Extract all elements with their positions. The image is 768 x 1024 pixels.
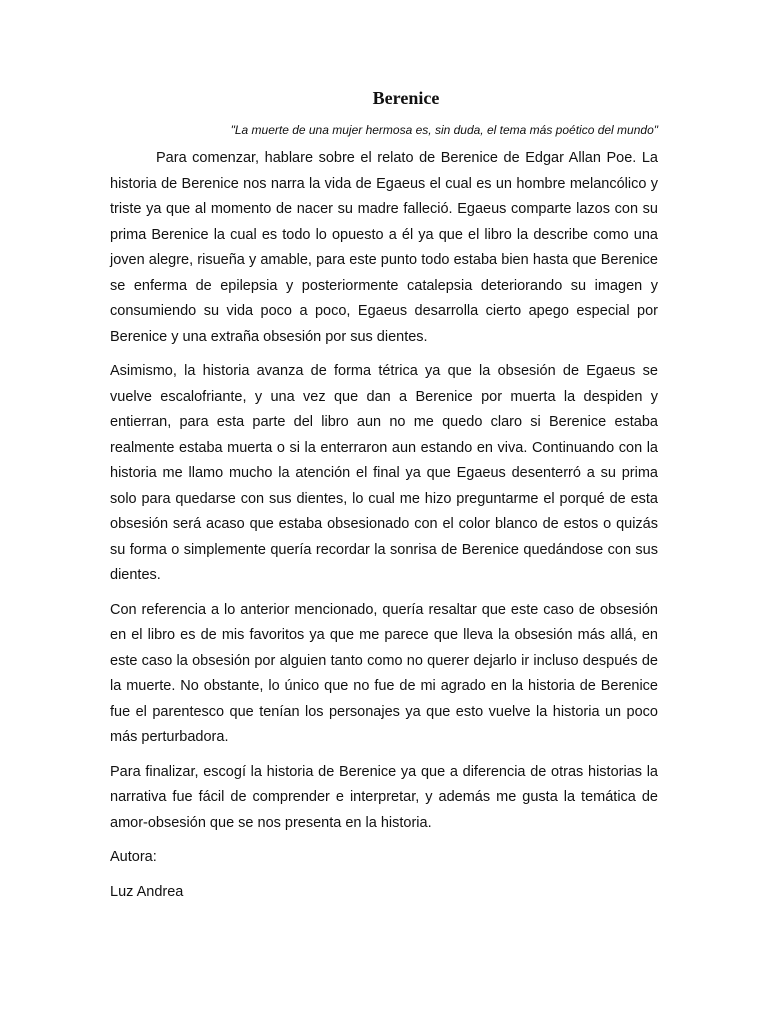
author-label: Autora: [110, 849, 157, 865]
document-title: Berenice [372, 88, 440, 108]
epigraph-quote: "La muerte de una mujer hermosa es, sin duda, el tema más poético del mundo" [230, 123, 658, 137]
paragraph-conclusion: Para finalizar, escogí la historia de Berenice ya que a diferencia de otras historias la narrativa fue fácil de comprender e interpretar, y además me gusta la temática de amor-obsesión que se nos presenta en la historia. [110, 763, 658, 831]
paragraph-intro: Para comenzar, hablare sobre el relato de Berenice de Edgar Allan Poe. La historia de Berenice nos narra la vida de Egaeus el cual es un hombre melancólico y triste ya que al momento de nacer su madre falleció. Egaeus comparte lazos con su prima Berenice la cual es todo lo opuesto a él ya que el libro la describe como una joven alegre, risueña y amable, para este punto todo estaba bien hasta que Berenice se enferma de epilepsia y posteriormente catalepsia deteriorando su imagen y consumiendo su vida poco a poco, Egaeus desarrolla cierto apego especial por Berenice y una extraña obsesión por sus dientes. [110, 150, 658, 345]
paragraph-development: Asimismo, la historia avanza de forma tétrica ya que la obsesión de Egaeus se vuelve escalofriante, y una vez que dan a Berenice por muerta la despiden y entierran, para esta parte del libro aun no me quedo claro si Berenice estaba realmente estaba muerta o si la enterraron aun estando en viva. Continuando con la historia me llamo mucho la atención el final ya que Egaeus desenterró a su prima solo para quedarse con sus dientes, lo cual me hizo preguntarme el porqué de esta obsesión será acaso que estaba obsesionado con el color blanco de estos o quizás su forma o simplemente quería recordar la sonrisa de Berenice quedándose con sus dientes. [110, 363, 658, 583]
document-page [110, 78, 658, 914]
author-name: Luz Andrea [110, 883, 184, 900]
paragraph-opinion: Con referencia a lo anterior mencionado, quería resaltar que este caso de obsesión en el libro es de mis favoritos ya que me parece que lleva la obsesión más allá, en este caso la obsesión por alguien tanto como no querer dejarlo ir incluso después de la muerte. No obstante, lo único que no fue de mi agrado en la historia de Berenice fue el parentesco que tenían los personajes ya que esto vuelve la historia un poco más perturbadora. [110, 601, 658, 745]
